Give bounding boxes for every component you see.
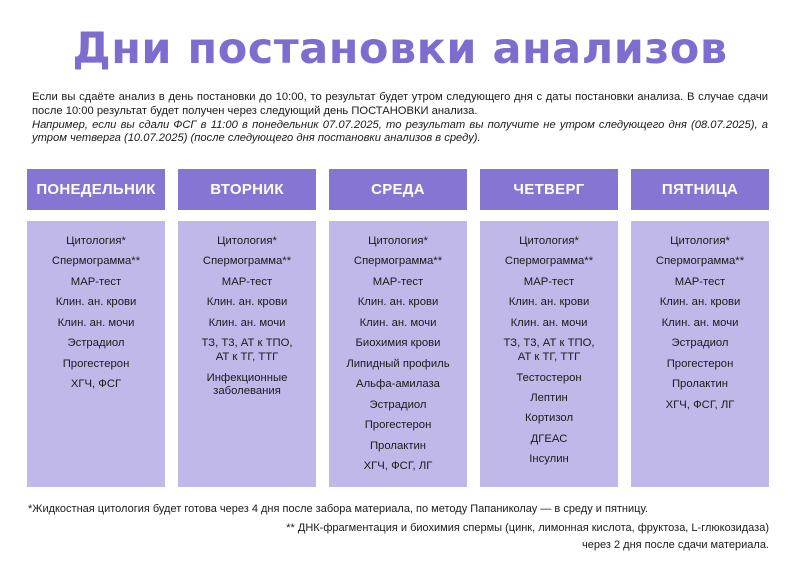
footnote-sperm-line2: через 2 дня после сдачи материала. <box>582 539 769 551</box>
test-item: Прогестерон <box>666 357 734 370</box>
test-item: Клин. ан. мочи <box>510 316 588 329</box>
day-tests-list <box>178 221 316 487</box>
test-item: Клин. ан. мочи <box>661 316 739 329</box>
day-tests-list <box>480 221 618 487</box>
test-item: Лептин <box>530 391 568 404</box>
test-item: Клин. ан. крови <box>357 296 439 309</box>
test-item: Пролактин <box>671 378 729 391</box>
test-item: Эстрадиол <box>671 337 729 350</box>
day-column-friday <box>631 169 769 411</box>
day-header: СРЕДА <box>329 169 467 210</box>
test-item: Клин. ан. крови <box>659 296 741 309</box>
test-item: Эстрадиол <box>67 337 125 350</box>
test-item: Клин. ан. мочи <box>57 316 135 329</box>
test-item: MAP-тест <box>674 275 726 288</box>
test-item: Альфа-амилаза <box>356 378 440 391</box>
test-item: Цитология* <box>519 235 579 247</box>
day-column-tuesday <box>178 169 316 398</box>
day-tests-list <box>329 221 467 487</box>
test-item: Спермограмма** <box>504 255 594 268</box>
test-item: ХГЧ, ФСГ <box>70 378 122 391</box>
day-column-thursday <box>480 169 618 466</box>
test-item: Клин. ан. крови <box>206 296 288 309</box>
test-item: Інсулин <box>529 453 569 466</box>
test-item: Спермограмма** <box>202 255 292 268</box>
test-item: Биохимия крови <box>355 337 441 350</box>
test-item: ТЗ, Т3, АТ к ТПО, АТ к ТГ, ТТГ <box>503 337 595 364</box>
day-header: ЧЕТВЕРГ <box>480 169 618 210</box>
test-item: Цитология* <box>217 235 277 247</box>
footnote-sperm-line1: ** ДНК-фрагментация и биохимия спермы (цинк, лимонная кислота, фруктоза, L-глюкозидаза) <box>286 522 769 534</box>
test-item: Эстрадиол <box>369 398 427 411</box>
test-item: Клин. ан. крови <box>508 296 590 309</box>
day-column-monday <box>27 169 165 391</box>
test-item: Тестостерон <box>516 371 582 384</box>
test-item: Липидный профиль <box>346 357 450 370</box>
day-tests-list <box>631 221 769 487</box>
test-item: ТЗ, Т3, АТ к ТПО, АТ к ТГ, ТТГ <box>201 337 293 364</box>
test-item: Клин. ан. крови <box>55 296 137 309</box>
day-header: ВТОРНИК <box>178 169 316 210</box>
test-item: Спермограмма** <box>655 255 745 268</box>
test-item: Цитология* <box>368 235 428 247</box>
test-item: MAP-тест <box>70 275 122 288</box>
test-item: MAP-тест <box>372 275 424 288</box>
day-column-wednesday <box>329 169 467 473</box>
day-tests-list <box>27 221 165 487</box>
test-item: Спермограмма** <box>353 255 443 268</box>
test-item: Пролактин <box>369 439 427 452</box>
test-item: ХГЧ, ФСГ, ЛГ <box>363 460 433 473</box>
test-item: Инфекционные заболевания <box>206 371 288 398</box>
test-item: Прогестерон <box>364 419 432 432</box>
test-item: ДГЕАС <box>530 432 568 445</box>
day-header: ПОНЕДЕЛЬНИК <box>27 169 165 210</box>
intro-text <box>32 91 768 146</box>
footnote-sperm <box>60 520 769 554</box>
test-item: Спермограмма** <box>51 255 141 268</box>
day-header: ПЯТНИЦА <box>631 169 769 210</box>
test-item: Кортизол <box>524 412 574 425</box>
test-item: Прогестерон <box>62 357 130 370</box>
test-item: Цитология* <box>66 235 126 247</box>
footnote-cytology: *Жидкостная цитология будет готова через 4 дня после забора материала, по методу Папаниколау — в среду и пятницу. <box>28 503 648 515</box>
test-item: MAP-тест <box>523 275 575 288</box>
test-item: Клин. ан. мочи <box>359 316 437 329</box>
test-item: Клин. ан. мочи <box>208 316 286 329</box>
page-title: Дни постановки анализов <box>72 24 728 74</box>
intro-example: Например, если вы сдали ФСГ в 11:00 в понедельник 07.07.2025, то результат вы получите не утром следующего дня (08.07.2025), а утром четверга (10.07.2025) (после следующего дня постановки анализов в среду). <box>32 118 768 145</box>
test-item: MAP-тест <box>221 275 273 288</box>
test-item: Цитология* <box>670 235 730 247</box>
test-item: ХГЧ, ФСГ, ЛГ <box>665 398 735 411</box>
intro-paragraph: Если вы сдаёте анализ в день постановки до 10:00, то результат будет утром следующего дня с даты постановки анализа. В случае сдачи после 10:00 результат будет получен через следующий день ПОСТАНОВКИ анализа. <box>32 91 768 117</box>
